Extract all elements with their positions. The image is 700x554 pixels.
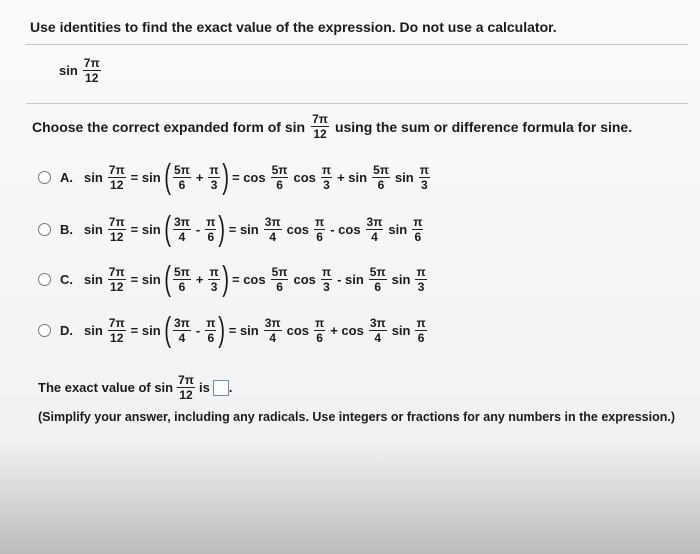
option-2[interactable] [38, 212, 425, 246]
prompt-before: Choose the correct expanded form of sin [32, 118, 306, 135]
option-1[interactable] [38, 160, 432, 194]
bottom-shadow [0, 444, 700, 554]
exact-value-line [38, 373, 232, 402]
prompt-fraction: $\frac{7\pi}{12}$ [312, 112, 328, 141]
option-rhs-fraction-3: $\frac{5\pi}{6}$ [373, 162, 389, 192]
option-rhs-func-4: sin [394, 169, 414, 185]
option-radio[interactable] [38, 171, 51, 184]
option-eq: = sin [130, 322, 161, 338]
option-rhs-fraction-3: $\frac{3\pi}{4}$ [369, 315, 386, 345]
option-lhs-func: sin [84, 271, 103, 287]
option-lhs-func: sin [84, 221, 103, 237]
option-lhs-fraction: $\frac{7\pi}{12}$ [108, 315, 125, 345]
answer-input[interactable] [213, 380, 229, 396]
open-paren: ( [163, 210, 171, 248]
option-rhs-fraction-2: $\frac{\pi}{3}$ [321, 264, 332, 294]
option-arg1-fraction: $\frac{5\pi}{6}$ [174, 264, 190, 294]
option-lhs-fraction: $\frac{7\pi}{12}$ [108, 162, 125, 192]
option-letter: A. [60, 169, 73, 185]
divider [26, 44, 688, 45]
option-rhs-eq: = sin [228, 322, 259, 338]
option-rhs-func-2: cos [286, 322, 310, 338]
option-eq: = sin [130, 221, 161, 237]
option-arg1-fraction: $\frac{3\pi}{4}$ [174, 315, 190, 345]
option-rhs-fraction-4: $\frac{\pi}{6}$ [416, 315, 426, 345]
option-lhs-func: sin [84, 169, 103, 185]
option-rhs-fraction-2: $\frac{\pi}{6}$ [315, 214, 325, 244]
option-letter: D. [60, 322, 73, 338]
divider [26, 103, 688, 104]
option-arg2-fraction: $\frac{\pi}{6}$ [206, 214, 216, 244]
option-rhs-fraction-4: $\frac{\pi}{3}$ [416, 264, 426, 294]
option-rhs-op: - cos [330, 221, 361, 237]
option-rhs-fraction-2: $\frac{\pi}{3}$ [321, 162, 332, 192]
simplify-note: (Simplify your answer, including any radicals. Use integers or fractions for any numbers in the expression.) [38, 410, 675, 424]
option-rhs-fraction-3: $\frac{5\pi}{6}$ [369, 264, 386, 294]
close-paren: ) [218, 311, 226, 349]
option-rhs-op: + cos [330, 322, 364, 338]
option-arg-op: + [195, 169, 204, 185]
option-eq: = sin [130, 271, 161, 287]
close-paren: ) [221, 260, 229, 298]
exact-value-label: The exact value of sin [38, 380, 174, 395]
option-rhs-func-2: cos [286, 221, 310, 237]
option-radio[interactable] [38, 273, 51, 286]
option-rhs-fraction-1: $\frac{5\pi}{6}$ [271, 264, 288, 294]
option-arg2-fraction: $\frac{\pi}{6}$ [206, 315, 216, 345]
option-arg-op: - [195, 322, 201, 338]
exact-value-period: . [228, 380, 233, 395]
option-rhs-eq: = cos [231, 271, 266, 287]
expression-func: sin [59, 63, 78, 78]
prompt-after: using the sum or difference formula for sine. [334, 118, 633, 135]
option-rhs-fraction-2: $\frac{\pi}{6}$ [315, 315, 325, 345]
open-paren: ( [163, 260, 171, 298]
option-letter: C. [60, 271, 73, 287]
instruction-text: Use identities to find the exact value of the expression. Do not use a calculator. [30, 19, 557, 35]
option-arg1-fraction: $\frac{3\pi}{4}$ [174, 214, 190, 244]
option-rhs-eq: = sin [228, 221, 259, 237]
option-3[interactable] [38, 262, 429, 296]
option-rhs-fraction-4: $\frac{\pi}{3}$ [419, 162, 429, 192]
option-rhs-func-4: sin [391, 271, 411, 287]
option-arg-op: - [195, 221, 201, 237]
option-rhs-func-2: cos [293, 271, 316, 287]
option-arg2-fraction: $\frac{\pi}{3}$ [209, 162, 219, 192]
option-eq: = sin [130, 169, 161, 185]
open-paren: ( [163, 311, 171, 349]
exact-value-fraction: $\frac{7\pi}{12}$ [178, 373, 194, 402]
option-arg2-fraction: $\frac{\pi}{3}$ [209, 264, 219, 294]
option-rhs-func-4: sin [388, 221, 408, 237]
option-rhs-func-4: sin [391, 322, 411, 338]
option-rhs-fraction-3: $\frac{3\pi}{4}$ [366, 214, 383, 244]
option-rhs-fraction-1: $\frac{3\pi}{4}$ [264, 214, 281, 244]
option-arg1-fraction: $\frac{5\pi}{6}$ [174, 162, 190, 192]
option-rhs-fraction-1: $\frac{3\pi}{4}$ [264, 315, 281, 345]
close-paren: ) [221, 158, 229, 196]
open-paren: ( [163, 158, 171, 196]
option-radio[interactable] [38, 324, 51, 337]
close-paren: ) [218, 210, 226, 248]
option-radio[interactable] [38, 223, 51, 236]
expression-fraction: $\frac{7\pi}{12}$ [83, 56, 100, 85]
prompt-line [32, 112, 632, 141]
option-rhs-eq: = cos [231, 169, 266, 185]
option-rhs-op: - sin [337, 271, 364, 287]
option-lhs-fraction: $\frac{7\pi}{12}$ [108, 264, 125, 294]
expression [56, 56, 103, 85]
option-rhs-fraction-4: $\frac{\pi}{6}$ [413, 214, 423, 244]
option-arg-op: + [195, 271, 204, 287]
option-rhs-func-2: cos [293, 169, 316, 185]
option-rhs-op: + sin [337, 169, 368, 185]
option-letter: B. [60, 221, 73, 237]
option-lhs-func: sin [84, 322, 103, 338]
option-4[interactable] [38, 313, 429, 347]
option-lhs-fraction: $\frac{7\pi}{12}$ [108, 214, 125, 244]
option-rhs-fraction-1: $\frac{5\pi}{6}$ [271, 162, 288, 192]
exact-value-is: is [198, 380, 210, 395]
